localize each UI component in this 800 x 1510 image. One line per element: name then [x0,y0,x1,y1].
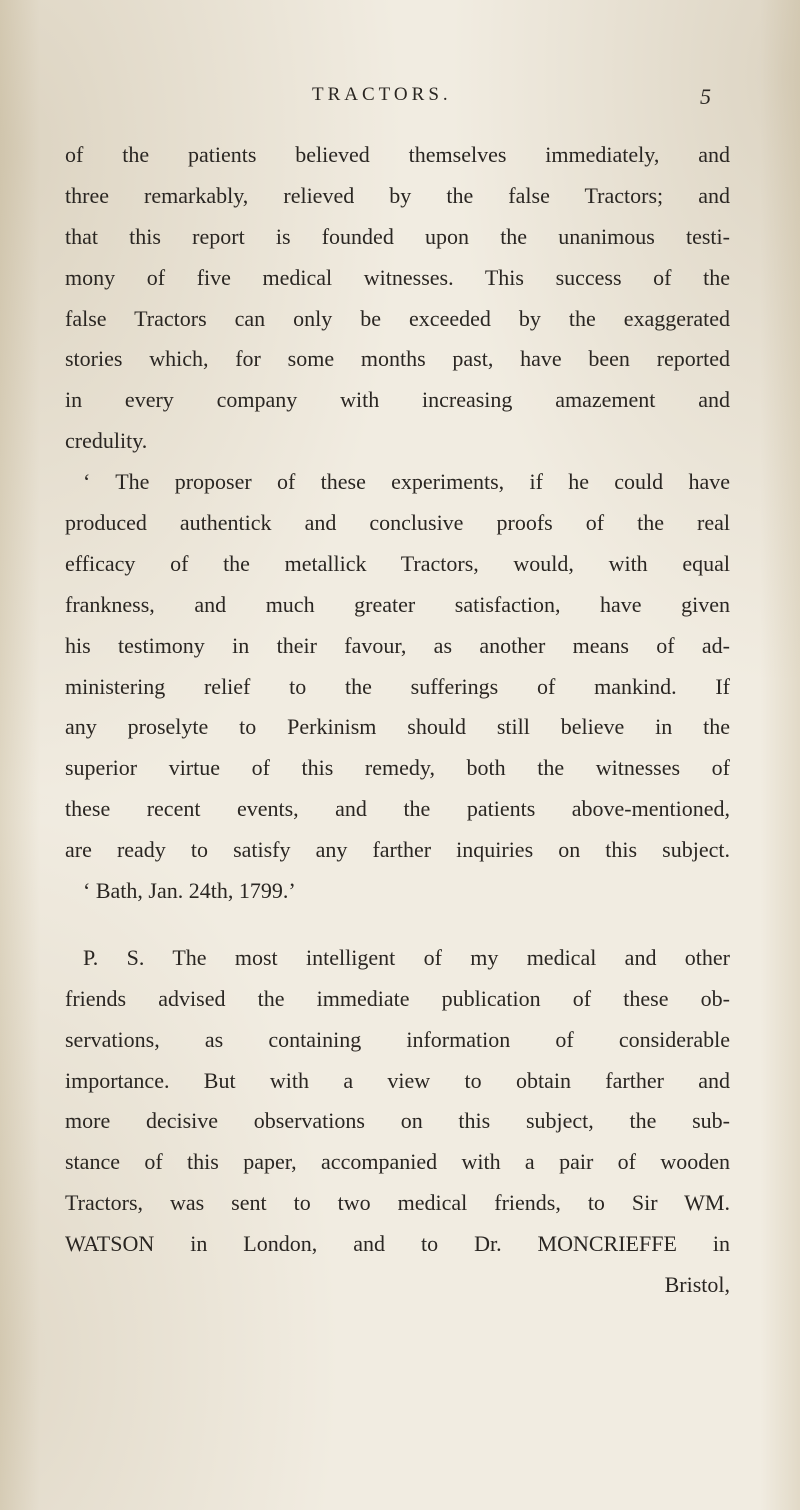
text-line: are ready to satisfy any farther inquiries on this subject. [65,837,730,863]
text-line: produced authentick and conclusive proofs of the real [65,510,730,536]
text-line: Tractors, was sent to two medical friends, to Sir WM. [65,1190,730,1216]
text-line: ‘ The proposer of these experiments, if he could have [83,469,730,495]
body-text [65,135,730,1306]
text-line: WATSON in London, and to Dr. MONCRIEFFE in [65,1231,730,1257]
text-line: frankness, and much greater satisfaction, have given [65,591,730,617]
catchword-line: Bristol, [664,1272,730,1298]
text-line: importance. But with a view to obtain farther and [65,1067,730,1093]
text-line: in every company with increasing amazement and [65,387,730,413]
text-line: efficacy of the metallick Tractors, would, with equal [65,550,730,576]
text-line: stance of this paper, accompanied with a pair of wooden [65,1149,730,1175]
date-line: ‘ Bath, Jan. 24th, 1799.’ [83,878,296,904]
text-line: false Tractors can only be exceeded by the exaggerated [65,305,730,331]
page-number: 5 [700,84,711,109]
text-line: more decisive observations on this subject, the sub- [65,1108,730,1134]
text-line: ministering relief to the sufferings of mankind. If [65,673,730,699]
running-title: TRACTORS. [312,84,452,105]
text-line: of the patients believed themselves immediately, and [65,142,730,167]
text-line: mony of five medical witnesses. This success of the [65,264,730,290]
text-line: that this report is founded upon the unanimous testi- [65,223,730,249]
text-line: his testimony in their favour, as another means of ad- [65,632,730,658]
text-line: friends advised the immediate publication of these ob- [65,985,730,1011]
text-line: credulity. [65,428,148,454]
text-line: stories which, for some months past, have been reported [65,346,730,372]
text-line: these recent events, and the patients above-mentioned, [65,796,730,822]
text-line: superior virtue of this remedy, both the witnesses of [65,755,730,781]
text-line: any proselyte to Perkinism should still believe in the [65,714,730,740]
text-line: P. S. The most intelligent of my medical and other [83,944,730,970]
text-line: three remarkably, relieved by the false Tractors; and [65,182,730,208]
page-header [0,84,800,114]
text-line: servations, as containing information of considerable [65,1026,730,1052]
